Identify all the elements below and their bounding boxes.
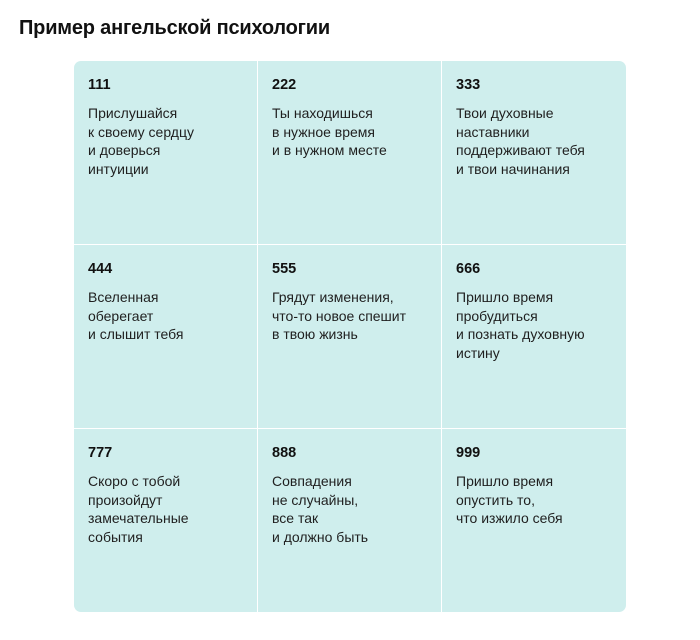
table-cell-999 xyxy=(442,429,626,612)
angel-number-meaning: Пришло время опустить то, что изжило себя xyxy=(456,473,563,526)
table-cell-222 xyxy=(258,61,442,245)
angel-number-meaning: Вселенная оберегает и слышит тебя xyxy=(88,289,184,342)
angel-number: 777 xyxy=(88,445,113,461)
angel-number: 999 xyxy=(456,445,481,461)
angel-number-meaning: Прислушайся к своему сердцу и доверься интуиции xyxy=(88,105,194,177)
table-cell-555 xyxy=(258,245,442,429)
table-cell-666 xyxy=(442,245,626,429)
angel-number: 222 xyxy=(272,77,297,93)
table-cell-444 xyxy=(74,245,258,429)
page-title: Пример ангельской психологии xyxy=(19,17,330,39)
angel-number-meaning: Твои духовные наставники поддерживают тебя и твои начинания xyxy=(456,105,585,177)
angel-number-meaning: Грядут изменения, что-то новое спешит в твою жизнь xyxy=(272,289,407,342)
table-cell-111 xyxy=(74,61,258,245)
angel-number: 333 xyxy=(456,77,481,93)
angel-number: 555 xyxy=(272,261,297,277)
angel-numbers-table xyxy=(74,61,626,612)
angel-number: 111 xyxy=(88,77,111,93)
angel-number: 666 xyxy=(456,261,481,277)
table-cell-333 xyxy=(442,61,626,245)
table-cell-777 xyxy=(74,429,258,612)
angel-number-meaning: Совпадения не случайны, все так и должно быть xyxy=(272,473,369,545)
table-cell-888 xyxy=(258,429,442,612)
angel-number-meaning: Скоро с тобой произойдут замечательные события xyxy=(88,473,189,545)
angel-number-meaning: Пришло время пробудиться и познать духовную истину xyxy=(456,289,585,361)
angel-number: 888 xyxy=(272,445,297,461)
angel-number-meaning: Ты находишься в нужное время и в нужном месте xyxy=(272,105,387,158)
angel-number: 444 xyxy=(88,261,113,277)
